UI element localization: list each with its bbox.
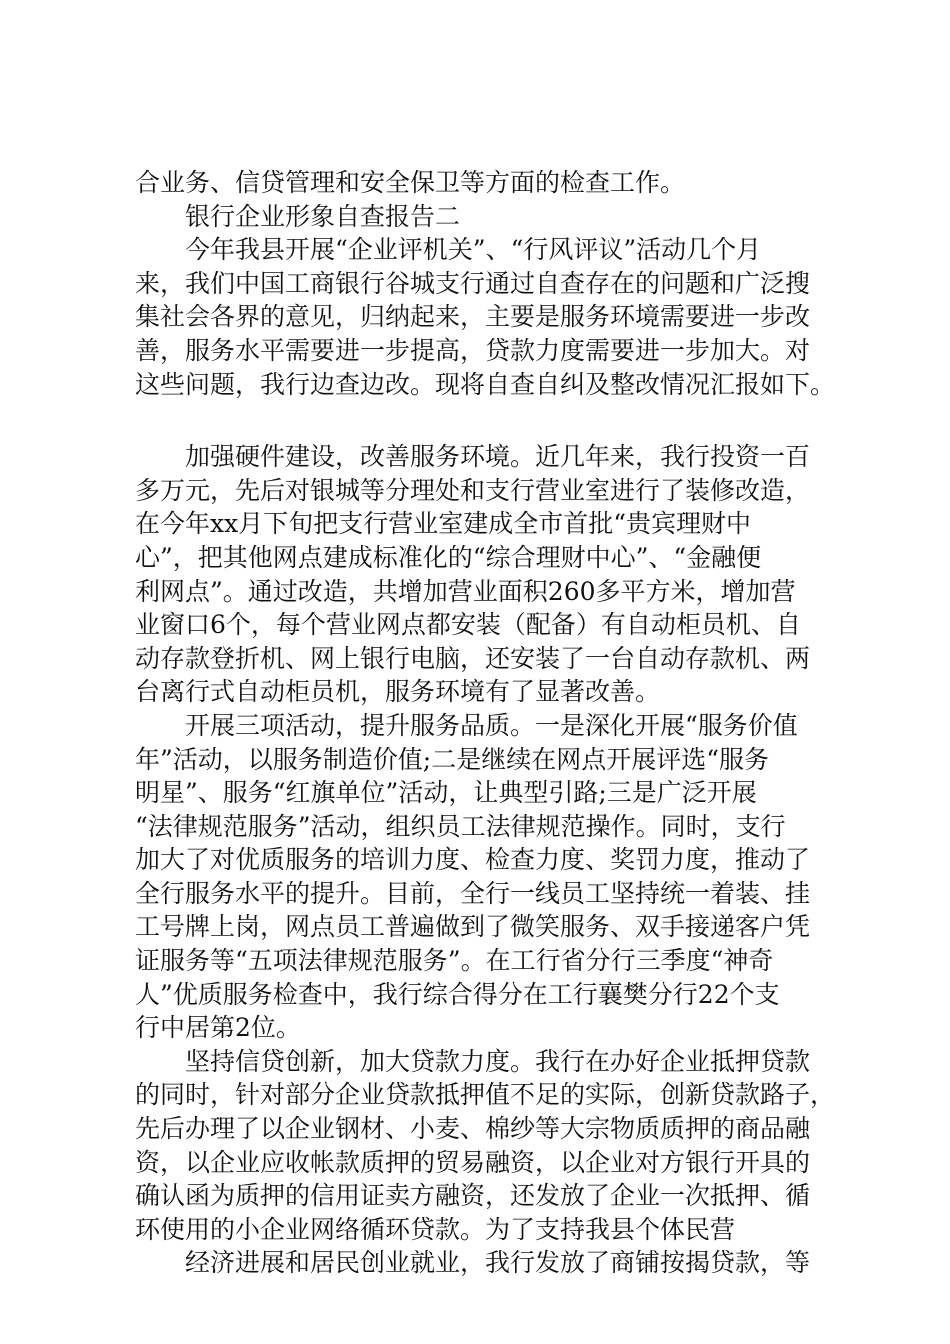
text-line: 环使用的小企业网络循环贷款。为了支持我县个体民营 (135, 1214, 736, 1244)
text-line: 合业务、信贷管理和安全保卫等方面的检查工作。 (135, 168, 686, 197)
text-line: “法律规范服务”活动，组织员工法律规范操作。同时，支行 (135, 811, 786, 841)
text-line: 确认函为质押的信用证卖方融资，还发放了企业一次抵押、循 (135, 1181, 811, 1211)
text-line: 业窗口6个，每个营业网点都安装（配备）有自动柜员机、自 (135, 610, 801, 640)
text-line: 开展三项活动，提升服务品质。一是深化开展“服务价值 (185, 710, 798, 740)
text-line: 行中居第2位。 (135, 1013, 301, 1043)
text-line: 在今年xx月下旬把支行营业室建成全市首批“贵宾理财中 (135, 509, 751, 539)
text-line: 的同时，针对部分企业贷款抵押值不足的实际，创新贷款路子， (135, 1080, 836, 1110)
text-line: 全行服务水平的提升。目前，全行一线员工坚持统一着装、挂 (135, 878, 811, 908)
text-line: 明星”、服务“红旗单位”活动，让典型引路;三是广泛开展 (135, 778, 757, 808)
text-line: 加大了对优质服务的培训力度、检查力度、奖罚力度，推动了 (135, 845, 811, 875)
text-line: 利网点”。通过改造，共增加营业面积260多平方米，增加营 (135, 576, 796, 606)
text-line: 加强硬件建设，改善服务环境。近几年来，我行投资一百 (185, 442, 811, 472)
text-line: 人”优质服务检查中，我行综合得分在工行襄樊分行22个支 (135, 979, 780, 1009)
text-line: 资，以企业应收帐款质押的贸易融资，以企业对方银行开具的 (135, 1147, 811, 1177)
section-heading: 银行企业形象自查报告二 (185, 201, 461, 231)
text-line: 动存款登折机、网上银行电脑，还安装了一台自动存款机、两 (135, 643, 811, 673)
text-line: 先后办理了以企业钢材、小麦、棉纱等大宗物质质押的商品融 (135, 1114, 811, 1144)
document-body (135, 166, 835, 1280)
text-line: 年”活动，以服务制造价值;二是继续在网点开展评选“服务 (135, 744, 769, 774)
text-line: 工号牌上岗，网点员工普遍做到了微笑服务、双手接递客户凭 (135, 912, 811, 942)
text-line: 经济进展和居民创业就业，我行发放了商铺按揭贷款，等 (185, 1248, 811, 1278)
text-line: 坚持信贷创新，加大贷款力度。我行在办好企业抵押贷款 (185, 1046, 811, 1076)
text-line: 这些问题，我行边查边改。现将自查自纠及整改情况汇报如下。 (135, 369, 836, 399)
text-line: 台离行式自动柜员机，服务环境有了显著改善。 (135, 677, 661, 707)
text-line: 今年我县开展“企业评机关”、“行风评议”活动几个月 (185, 235, 762, 265)
text-line: 多万元，先后对银城等分理处和支行营业室进行了装修改造， (135, 475, 811, 505)
paragraph-gap (135, 401, 835, 440)
text-line: 心”，把其他网点建成标准化的“综合理财中心”、“金融便 (135, 542, 762, 572)
text-line: 来，我们中国工商银行谷城支行通过自查存在的问题和广泛搜 (135, 268, 811, 298)
text-line: 集社会各界的意见，归纳起来，主要是服务环境需要进一步改 (135, 302, 811, 332)
text-line: 善，服务水平需要进一步提高，贷款力度需要进一步加大。对 (135, 335, 811, 365)
text-line: 证服务等“五项法律规范服务”。在工行省分行三季度“神奇 (135, 946, 774, 976)
